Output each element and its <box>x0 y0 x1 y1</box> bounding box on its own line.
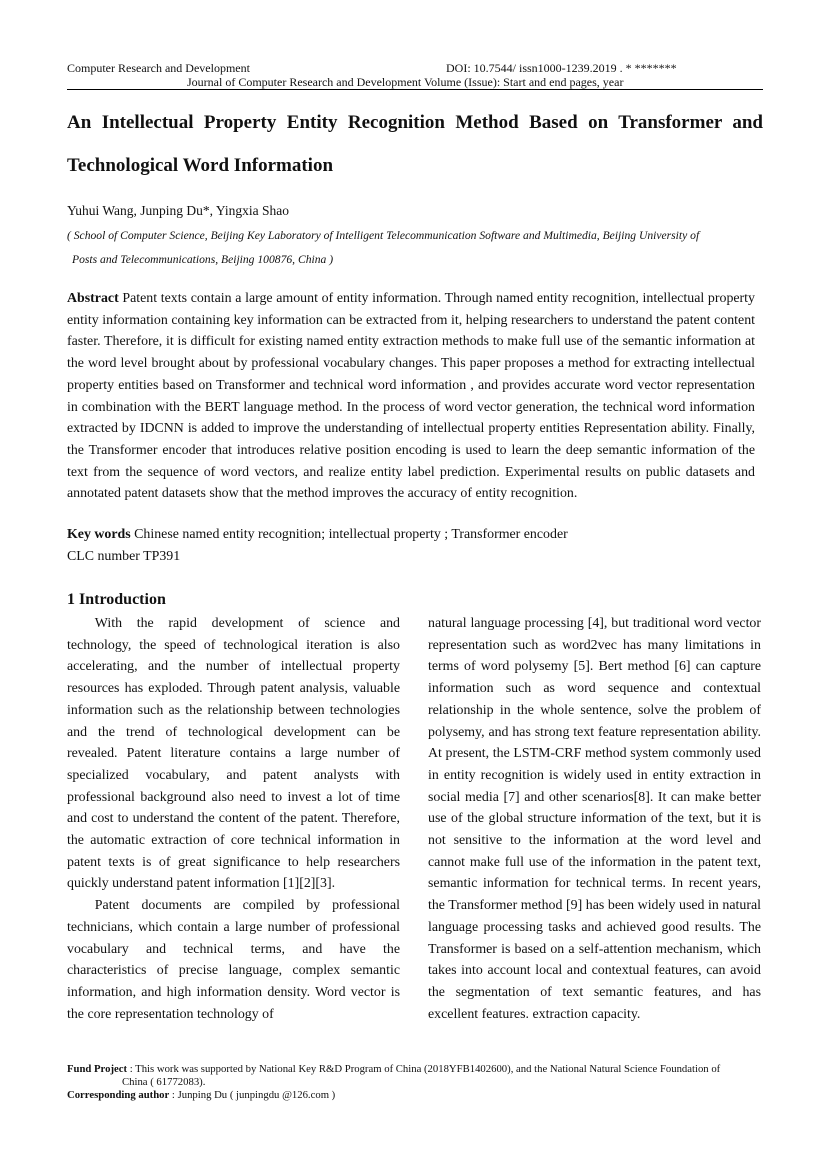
corresponding-author-label: Corresponding author <box>67 1089 170 1101</box>
running-header-doi: DOI: 10.7544/ issn1000-1239.2019 . * ******* <box>446 61 677 75</box>
right-column <box>428 613 761 1025</box>
section-heading: 1 Introduction <box>67 591 166 608</box>
paragraph: natural language processing [4], but traditional word vector representation such as word2vec has many limitations in terms of word polysemy [5]. Bert method [6] can capture information such as word sequence and contextual relationship in the whole sentence, solve the problem of polysemy, and has strong text feature representation ability. At present, the LSTM-CRF method system commonly used in entity recognition is widely used in entity extraction in social media [7] and other scenarios[8]. It can make better use of the global structure information of the text, but it is not sensitive to the information at the word level and cannot make full use of the information in the patent text, semantic information for technical terms. In recent years, the Transformer method [9] has been widely used in natural language processing tasks and achieved good results. The Transformer is based on a self-attention mechanism, which takes into account local and contextual features, can avoid the segmentation of text semantic features, and has excellent features. extraction capacity. <box>428 616 761 1022</box>
affiliation <box>67 224 759 272</box>
fund-footnote <box>67 1063 767 1088</box>
keywords-label: Key words <box>67 527 131 542</box>
abstract-label: Abstract <box>67 291 119 306</box>
running-header-subline: Journal of Computer Research and Development Volume (Issue): Start and end pages, year <box>187 75 624 89</box>
fund-text: : This work was supported by National Key R&D Program of China (2018YFB1402600), and the National Natural Science Foundation of <box>129 1063 721 1075</box>
abstract-text: Patent texts contain a large amount of entity information. Through named entity recognition, intellectual property entity information containing key information can be extracted from it, helping researchers to understand the patent content faster. Therefore, it is difficult for existing named entity extraction methods to make full use of the semantic information at the word level brought about by professional vocabulary changes. This paper proposes a method for extracting intellectual property entities based on Transformer and technical word information , and provides accurate word vector representation in combination with the BERT language method. In the process of word vector generation, the technical word information extracted by IDCNN is added to improve the understanding of intellectual property entities Representation ability. Finally, the Transformer encoder that introduces relative position encoding is used to learn the deep semantic information of the text from the sequence of word vectors, and realize entity label prediction. Experimental results on public datasets and annotated patent datasets show that the method improves the accuracy of entity recognition. <box>67 291 755 502</box>
abstract <box>67 288 755 505</box>
paragraph: With the rapid development of science and technology, the speed of technological iteration is also accelerating, and the number of intellectual property resources has exploded. Through patent analysis, valuable information such as the relationship between technologies and the trend of technological development can be revealed. Patent literature contains a large number of specialized vocabulary, and patent analysts with professional background also need to invest a lot of time and cost to understand the content of the patent. Therefore, the automatic extraction of core technical information in patent texts is of great significance to help researchers quickly understand patent information [1][2][3]. <box>67 616 400 892</box>
header-rule <box>67 89 763 90</box>
affiliation-line-1: ( School of Computer Science, Beijing Key Laboratory of Intelligent Telecommunication Software and Multimedia, Beijing University of <box>67 229 700 242</box>
clc-number: CLC number TP391 <box>67 549 181 564</box>
left-column <box>67 613 400 1025</box>
corresponding-author-text: : Junping Du ( junpingdu @126.com ) <box>171 1089 336 1101</box>
fund-text-continued: China ( 61772083). <box>122 1075 206 1088</box>
author-list: Yuhui Wang, Junping Du*, Yingxia Shao <box>67 203 290 218</box>
paper-title: An Intellectual Property Entity Recognition Method Based on Transformer and Technological Word Information <box>67 112 763 176</box>
corresponding-author-footnote <box>67 1089 335 1101</box>
fund-label: Fund Project <box>67 1063 128 1075</box>
affiliation-line-2: Posts and Telecommunications, Beijing 100876, China ) <box>72 253 334 266</box>
keywords-text: Chinese named entity recognition; intellectual property ; Transformer encoder <box>134 527 568 542</box>
running-header-journal: Computer Research and Development <box>67 61 250 75</box>
paragraph: Patent documents are compiled by professional technicians, which contain a large number of professional vocabulary and technical terms, and have the characteristics of precise language, complex semantic information, and high information density. Word vector is the core representation technology of <box>67 898 400 1022</box>
keywords <box>67 527 568 543</box>
